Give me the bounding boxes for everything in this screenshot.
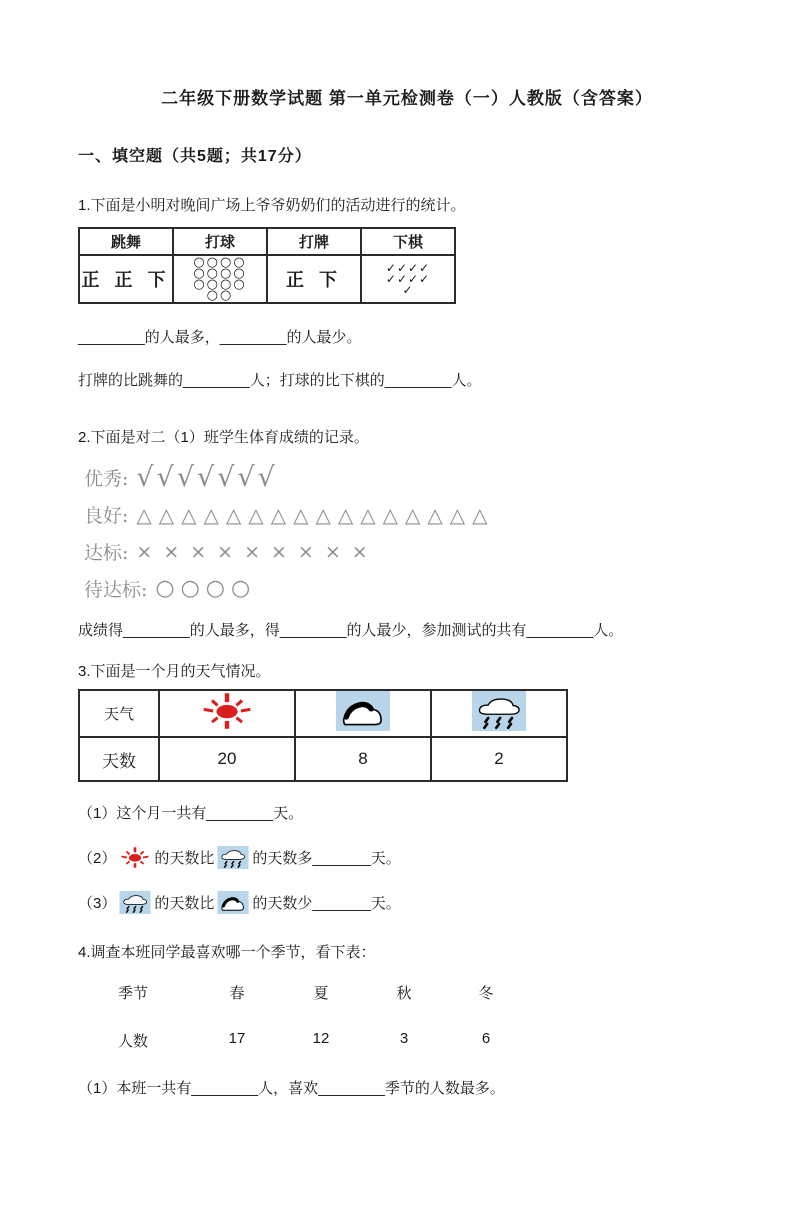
ball-tally-cell <box>173 255 267 303</box>
pe-score-records <box>84 459 736 607</box>
record-label: 良好: <box>84 505 129 527</box>
circle-row: ○○ <box>206 288 234 303</box>
record-label: 优秀: <box>84 468 129 490</box>
check-marks-chess <box>362 260 454 297</box>
record-row-not-yet-pass <box>84 570 736 607</box>
rainy-cell <box>431 690 567 737</box>
check-row: ✓ <box>402 282 414 297</box>
season-winter: 冬 <box>478 985 494 1002</box>
rainy-icon <box>469 691 529 731</box>
q3-sub1-fill-blank: （1）这个月一共有________天。 <box>78 805 304 822</box>
dancing-tally-cell <box>79 255 173 303</box>
record-label: 达标: <box>84 542 129 564</box>
q1-fill-blank-line-2: 打牌的比跳舞的________人；打球的比下棋的________人。 <box>78 372 482 389</box>
tally-marks-dancing: 正 正 下 <box>81 270 171 290</box>
weather-icon-row <box>79 690 567 737</box>
record-symbols-triangles: △△△△△△△△△△△△△△△△ <box>136 502 495 527</box>
summer-count: 12 <box>312 1030 330 1047</box>
record-row-good <box>84 496 736 533</box>
col-header-cards: 打牌 <box>267 228 361 255</box>
cloudy-icon <box>216 891 250 914</box>
chess-tally-cell <box>361 255 455 303</box>
circle-marks-ball <box>174 257 266 301</box>
weather-row-label: 天气 <box>79 690 159 737</box>
table-header-row <box>79 228 455 255</box>
rainy-icon <box>216 846 250 869</box>
col-header-dancing: 跳舞 <box>79 228 173 255</box>
q3-sub3-number: （3） <box>78 895 117 912</box>
autumn-count: 3 <box>399 1030 409 1047</box>
q3-sub3-text: 的天数比 <box>154 895 215 912</box>
col-header-chess: 下棋 <box>361 228 455 255</box>
q3-sub3-tail: 的天数少_______天。 <box>252 895 401 912</box>
q4-sub1-fill-blank: （1）本班一共有________人，喜欢________季节的人数最多。 <box>78 1080 505 1097</box>
q3-prompt: 3.下面是一个月的天气情况。 <box>78 663 271 680</box>
q3-sub2-text: 的天数比 <box>154 850 215 867</box>
record-symbols-crosses: ××××××××× <box>136 540 379 563</box>
cloudy-cell <box>295 690 431 737</box>
sunny-icon <box>197 691 257 731</box>
tally-marks-cards: 正 下 <box>285 270 342 290</box>
weather-table <box>78 689 568 782</box>
winter-count: 6 <box>481 1030 491 1047</box>
record-symbols-checkmarks: √√√√√√√ <box>136 462 278 493</box>
page-content <box>0 84 794 1098</box>
record-row-pass <box>84 533 736 570</box>
cloudy-icon <box>333 691 393 731</box>
q2-fill-blank-line: 成绩得________的人最多，得________的人最少，参加测试的共有________人。 <box>78 622 624 639</box>
cloudy-days-count: 8 <box>295 737 431 781</box>
q3-sub3-fill-blank <box>78 891 736 917</box>
weather-days-row <box>79 737 567 781</box>
record-symbols-circles: ○○○○ <box>155 576 257 601</box>
season-autumn: 秋 <box>396 985 412 1002</box>
rainy-icon <box>118 891 152 914</box>
section-heading: 一、填空题（共5题；共17分） <box>78 148 312 165</box>
q2-prompt: 2.下面是对二（1）班学生体育成绩的记录。 <box>78 429 369 446</box>
record-row-excellent <box>84 459 736 496</box>
rainy-days-count: 2 <box>431 737 567 781</box>
q3-sub2-fill-blank <box>78 846 736 872</box>
people-row-label: 人数 <box>118 1033 149 1050</box>
season-spring: 春 <box>229 985 245 1002</box>
activity-tally-table <box>78 227 456 304</box>
spring-count: 17 <box>228 1030 246 1047</box>
circle-row: ○○○○ <box>193 255 247 270</box>
table-data-row <box>79 255 455 303</box>
season-row-label: 季节 <box>118 985 149 1002</box>
days-row-label: 天数 <box>79 737 159 781</box>
check-row: ✓✓✓✓ <box>385 271 431 286</box>
q3-sub2-number: （2） <box>78 850 117 867</box>
q4-prompt: 4.调查本班同学最喜欢哪一个季节，看下表： <box>78 944 376 961</box>
record-label: 待达标: <box>84 579 148 601</box>
cards-tally-cell <box>267 255 361 303</box>
circle-row: ○○○○ <box>193 266 247 281</box>
sunny-icon <box>118 846 152 869</box>
worksheet-page <box>0 84 794 1207</box>
col-header-ball: 打球 <box>173 228 267 255</box>
season-summer: 夏 <box>313 985 329 1002</box>
check-row: ✓✓✓✓ <box>385 260 431 275</box>
sunny-cell <box>159 690 295 737</box>
q1-fill-blank-line-1: ________的人最多，________的人最少。 <box>78 329 362 346</box>
circle-row: ○○○○ <box>193 277 247 292</box>
q1-prompt: 1.下面是小明对晚间广场上爷爷奶奶们的活动进行的统计。 <box>78 197 466 214</box>
season-table <box>118 982 736 1051</box>
q3-sub2-tail: 的天数多_______天。 <box>252 850 401 867</box>
page-title: 二年级下册数学试题 第一单元检测卷（一）人教版（含答案） <box>161 89 653 108</box>
sunny-days-count: 20 <box>159 737 295 781</box>
